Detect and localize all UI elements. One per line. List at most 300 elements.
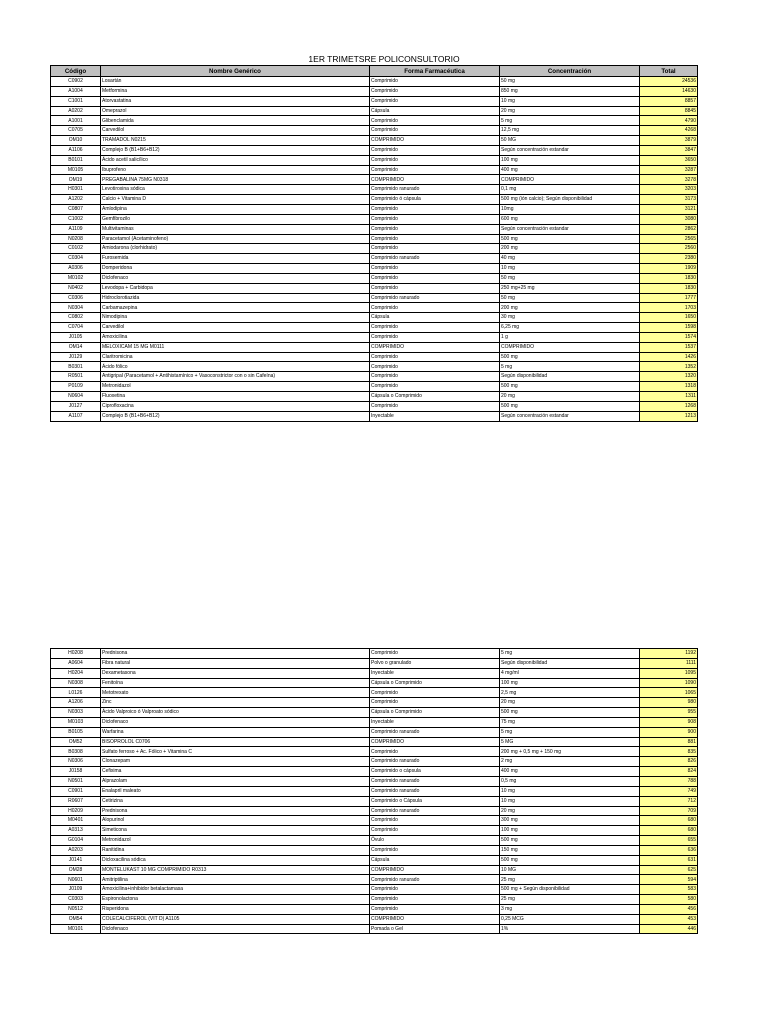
cell-total: 1650: [640, 313, 698, 323]
cell-forma-farmaceutica: Comprimido: [370, 885, 500, 895]
table-row: [51, 914, 698, 924]
cell-nombre-generico: MELOXICAM 15 MG M0111: [101, 342, 370, 352]
cell-nombre-generico: Gemfibrozilo: [101, 214, 370, 224]
cell-total: 1213: [640, 411, 698, 421]
cell-codigo: A1109: [51, 224, 101, 234]
cell-total: 636: [640, 845, 698, 855]
cell-nombre-generico: Paracetamol (Acetaminofeno): [101, 234, 370, 244]
cell-codigo: M0401: [51, 816, 101, 826]
cell-forma-farmaceutica: Comprimido: [370, 649, 500, 659]
medication-table-top: [50, 65, 698, 422]
cell-nombre-generico: Multivitaminas: [101, 224, 370, 234]
cell-concentracion: 20 mg: [500, 106, 640, 116]
cell-forma-farmaceutica: Comprimido: [370, 126, 500, 136]
cell-nombre-generico: Domperidona: [101, 264, 370, 274]
cell-total: 580: [640, 895, 698, 905]
table-row: [51, 273, 698, 283]
cell-forma-farmaceutica: Comprimido: [370, 352, 500, 362]
cell-forma-farmaceutica: Cápsula: [370, 855, 500, 865]
cell-total: 1095: [640, 668, 698, 678]
table-row: [51, 77, 698, 87]
cell-concentracion: 25 mg: [500, 875, 640, 885]
table-row: [51, 688, 698, 698]
cell-forma-farmaceutica: Comprimido: [370, 204, 500, 214]
cell-forma-farmaceutica: Comprimido: [370, 165, 500, 175]
cell-concentracion: 10 mg: [500, 786, 640, 796]
cell-codigo: A0604: [51, 658, 101, 668]
cell-nombre-generico: Amlodipina: [101, 204, 370, 214]
cell-total: 3080: [640, 214, 698, 224]
cell-nombre-generico: Losartán: [101, 77, 370, 87]
cell-concentracion: 500 mg: [500, 234, 640, 244]
table-row: [51, 165, 698, 175]
table-row: [51, 342, 698, 352]
cell-concentracion: 25 mg: [500, 895, 640, 905]
cell-forma-farmaceutica: Comprimido: [370, 86, 500, 96]
page-title: 1ER TRIMETSRE POLICONSULTORIO: [308, 54, 460, 64]
cell-forma-farmaceutica: Cápsula: [370, 106, 500, 116]
cell-codigo: N0604: [51, 392, 101, 402]
table-row: [51, 283, 698, 293]
cell-nombre-generico: Complejo B (B1+B6+B12): [101, 145, 370, 155]
cell-concentracion: 2,5 mg: [500, 688, 640, 698]
cell-nombre-generico: Fenitoína: [101, 678, 370, 688]
cell-concentracion: 500 mg: [500, 382, 640, 392]
cell-forma-farmaceutica: Comprimido: [370, 332, 500, 342]
cell-forma-farmaceutica: COMPRIMIDO: [370, 737, 500, 747]
cell-forma-farmaceutica: COMPRIMIDO: [370, 136, 500, 146]
table-row: [51, 332, 698, 342]
cell-codigo: C0304: [51, 254, 101, 264]
cell-total: 2380: [640, 254, 698, 264]
table-row: [51, 362, 698, 372]
cell-codigo: P0109: [51, 382, 101, 392]
cell-total: 14630: [640, 86, 698, 96]
cell-forma-farmaceutica: COMPRIMIDO: [370, 914, 500, 924]
table-row: [51, 352, 698, 362]
table-row: [51, 649, 698, 659]
cell-codigo: R0607: [51, 796, 101, 806]
cell-codigo: H0209: [51, 806, 101, 816]
cell-concentracion: 250 mg+25 mg: [500, 283, 640, 293]
cell-concentracion: 400 mg: [500, 165, 640, 175]
cell-nombre-generico: Ácido Valproico ó Valproato sódico: [101, 708, 370, 718]
cell-concentracion: 5 mg: [500, 649, 640, 659]
cell-total: 1311: [640, 392, 698, 402]
cell-forma-farmaceutica: Cápsula o Comprimido: [370, 678, 500, 688]
cell-codigo: C0303: [51, 895, 101, 905]
cell-concentracion: 50 mg: [500, 293, 640, 303]
cell-nombre-generico: BISOPROLOL C0706: [101, 737, 370, 747]
cell-concentracion: COMPRIMIDO: [500, 175, 640, 185]
cell-concentracion: 150 mg: [500, 845, 640, 855]
cell-forma-farmaceutica: Cápsula o Comprimido: [370, 708, 500, 718]
cell-codigo: C0102: [51, 244, 101, 254]
cell-nombre-generico: Alprazolam: [101, 776, 370, 786]
cell-nombre-generico: Ácido acetil salicílico: [101, 155, 370, 165]
cell-total: 955: [640, 708, 698, 718]
cell-concentracion: 0,25 MCG: [500, 914, 640, 924]
cell-codigo: A1004: [51, 86, 101, 96]
cell-nombre-generico: Cetirizina: [101, 796, 370, 806]
cell-concentracion: Según disponibilidad: [500, 372, 640, 382]
cell-codigo: C0901: [51, 786, 101, 796]
cell-concentracion: 1%: [500, 924, 640, 934]
cell-nombre-generico: Ranitidina: [101, 845, 370, 855]
cell-codigo: J0127: [51, 401, 101, 411]
cell-codigo: N0303: [51, 708, 101, 718]
cell-concentracion: 4 mg/ml: [500, 668, 640, 678]
table-row: [51, 845, 698, 855]
cell-nombre-generico: Simeticona: [101, 826, 370, 836]
cell-codigo: A0313: [51, 826, 101, 836]
cell-total: 1111: [640, 658, 698, 668]
cell-concentracion: 400 mg: [500, 767, 640, 777]
cell-concentracion: 100 mg: [500, 155, 640, 165]
table-row: [51, 244, 698, 254]
cell-nombre-generico: Carvedilol: [101, 126, 370, 136]
cell-codigo: A0203: [51, 845, 101, 855]
table-row: [51, 116, 698, 126]
cell-codigo: A0202: [51, 106, 101, 116]
cell-forma-farmaceutica: Comprimido ranurado: [370, 293, 500, 303]
table-row: [51, 126, 698, 136]
cell-codigo: N0304: [51, 303, 101, 313]
cell-concentracion: 2 mg: [500, 757, 640, 767]
cell-concentracion: 10 mg: [500, 796, 640, 806]
cell-nombre-generico: Carvedilol: [101, 323, 370, 333]
table-row: [51, 185, 698, 195]
cell-forma-farmaceutica: Cápsula o Comprimido: [370, 392, 500, 402]
cell-codigo: OM10: [51, 136, 101, 146]
cell-concentracion: 200 mg: [500, 244, 640, 254]
cell-nombre-generico: Metformina: [101, 86, 370, 96]
cell-concentracion: 6,25 mg: [500, 323, 640, 333]
cell-nombre-generico: Dicloxacilina sódica: [101, 855, 370, 865]
table-row: [51, 895, 698, 905]
cell-forma-farmaceutica: Comprimido: [370, 96, 500, 106]
cell-concentracion: 3 mg: [500, 904, 640, 914]
cell-codigo: N0402: [51, 283, 101, 293]
cell-forma-farmaceutica: Inyectable: [370, 717, 500, 727]
cell-forma-farmaceutica: Comprimido: [370, 77, 500, 87]
cell-forma-farmaceutica: Comprimido: [370, 116, 500, 126]
cell-codigo: B0101: [51, 155, 101, 165]
cell-forma-farmaceutica: Polvo o granulado: [370, 658, 500, 668]
cell-codigo: J0158: [51, 767, 101, 777]
cell-concentracion: 1 g: [500, 332, 640, 342]
cell-concentracion: 500 mg: [500, 708, 640, 718]
cell-total: 1598: [640, 323, 698, 333]
cell-codigo: A1001: [51, 116, 101, 126]
cell-nombre-generico: Clonazepam: [101, 757, 370, 767]
cell-forma-farmaceutica: COMPRIMIDO: [370, 342, 500, 352]
cell-total: 1830: [640, 273, 698, 283]
cell-total: 3879: [640, 136, 698, 146]
cell-nombre-generico: Calcio + Vitamina D: [101, 195, 370, 205]
cell-nombre-generico: Atorvastatina: [101, 96, 370, 106]
cell-total: 1320: [640, 372, 698, 382]
cell-concentracion: 5 mg: [500, 362, 640, 372]
table-row: [51, 865, 698, 875]
table-row: [51, 195, 698, 205]
cell-codigo: C0807: [51, 204, 101, 214]
cell-nombre-generico: Ciprofloxacina: [101, 401, 370, 411]
cell-total: 1065: [640, 688, 698, 698]
table-row: [51, 234, 698, 244]
cell-concentracion: 40 mg: [500, 254, 640, 264]
cell-codigo: N0501: [51, 776, 101, 786]
cell-concentracion: Según concentración estandar: [500, 411, 640, 421]
cell-nombre-generico: Metronidazol: [101, 836, 370, 846]
cell-total: 824: [640, 767, 698, 777]
cell-nombre-generico: Hidroclorotiazida: [101, 293, 370, 303]
cell-total: 881: [640, 737, 698, 747]
cell-nombre-generico: Furosemida: [101, 254, 370, 264]
table-row: [51, 264, 698, 274]
cell-forma-farmaceutica: Comprimido o Cápsula: [370, 796, 500, 806]
cell-nombre-generico: COLECALCIFEROL (VIT D) A1105: [101, 914, 370, 924]
cell-nombre-generico: Warfarina: [101, 727, 370, 737]
table-row: [51, 411, 698, 421]
cell-total: 1830: [640, 283, 698, 293]
table-row: [51, 145, 698, 155]
table-row: [51, 747, 698, 757]
cell-concentracion: 20 mg: [500, 806, 640, 816]
cell-forma-farmaceutica: COMPRIMIDO: [370, 175, 500, 185]
cell-codigo: OM28: [51, 865, 101, 875]
header-forma-farmaceutica: Forma Farmacéutica: [370, 66, 500, 77]
cell-codigo: OM52: [51, 737, 101, 747]
cell-codigo: OM19: [51, 175, 101, 185]
cell-concentracion: 500 mg: [500, 855, 640, 865]
cell-forma-farmaceutica: COMPRIMIDO: [370, 865, 500, 875]
cell-total: 712: [640, 796, 698, 806]
cell-total: 1703: [640, 303, 698, 313]
cell-forma-farmaceutica: Cápsula: [370, 313, 500, 323]
cell-concentracion: 50 mg: [500, 273, 640, 283]
cell-nombre-generico: Antigripal (Paracetamol + Antihistamínico + Vasoconstrictor con o sin Cafeína): [101, 372, 370, 382]
table-row: [51, 401, 698, 411]
cell-codigo: H0208: [51, 649, 101, 659]
cell-nombre-generico: Levodopa + Carbidopa: [101, 283, 370, 293]
cell-total: 2560: [640, 244, 698, 254]
cell-nombre-generico: Sulfato ferroso + Ac. Fólico + Vitamina C: [101, 747, 370, 757]
cell-codigo: N0306: [51, 757, 101, 767]
cell-codigo: B0308: [51, 747, 101, 757]
table-row: [51, 224, 698, 234]
cell-nombre-generico: Complejo B (B1+B6+B12): [101, 411, 370, 421]
cell-codigo: N0308: [51, 678, 101, 688]
cell-total: 8857: [640, 96, 698, 106]
cell-nombre-generico: Espironolactona: [101, 895, 370, 905]
cell-nombre-generico: Nimodipina: [101, 313, 370, 323]
table-row: [51, 737, 698, 747]
cell-forma-farmaceutica: Inyectable: [370, 411, 500, 421]
cell-total: 709: [640, 806, 698, 816]
cell-forma-farmaceutica: Comprimido: [370, 401, 500, 411]
cell-total: 3287: [640, 165, 698, 175]
cell-total: 453: [640, 914, 698, 924]
cell-nombre-generico: Diclofenaco: [101, 924, 370, 934]
cell-forma-farmaceutica: Comprimido: [370, 904, 500, 914]
cell-concentracion: COMPRIMIDO: [500, 342, 640, 352]
cell-total: 1777: [640, 293, 698, 303]
cell-forma-farmaceutica: Comprimido: [370, 145, 500, 155]
cell-forma-farmaceutica: Comprimido: [370, 816, 500, 826]
cell-nombre-generico: Carbamazepina: [101, 303, 370, 313]
cell-codigo: M0105: [51, 165, 101, 175]
cell-total: 1426: [640, 352, 698, 362]
cell-concentracion: 12,5 mg: [500, 126, 640, 136]
cell-nombre-generico: Metronidazol: [101, 382, 370, 392]
cell-total: 594: [640, 875, 698, 885]
cell-total: 749: [640, 786, 698, 796]
table-row: [51, 904, 698, 914]
cell-codigo: M0101: [51, 924, 101, 934]
table-row: [51, 86, 698, 96]
table-row: [51, 382, 698, 392]
cell-nombre-generico: Amitriptilina: [101, 875, 370, 885]
cell-total: 631: [640, 855, 698, 865]
cell-concentracion: 0,1 mg: [500, 185, 640, 195]
cell-codigo: R0501: [51, 372, 101, 382]
cell-total: 826: [640, 757, 698, 767]
cell-concentracion: 200 mg: [500, 303, 640, 313]
cell-nombre-generico: Prednisona: [101, 649, 370, 659]
cell-forma-farmaceutica: Comprimido: [370, 895, 500, 905]
header-nombre-generico: Nombre Genérico: [101, 66, 370, 77]
header-codigo: Código: [51, 66, 101, 77]
cell-concentracion: 20 mg: [500, 392, 640, 402]
cell-codigo: B0301: [51, 362, 101, 372]
cell-concentracion: 20 mg: [500, 698, 640, 708]
cell-total: 680: [640, 826, 698, 836]
cell-forma-farmaceutica: Comprimido: [370, 244, 500, 254]
table-row: [51, 786, 698, 796]
cell-nombre-generico: Zinc: [101, 698, 370, 708]
cell-concentracion: 500 mg: [500, 836, 640, 846]
cell-nombre-generico: Enalapril maleato: [101, 786, 370, 796]
table-row: [51, 323, 698, 333]
cell-concentracion: 0,5 mg: [500, 776, 640, 786]
table-row: [51, 96, 698, 106]
header-concentracion: Concentración: [500, 66, 640, 77]
cell-forma-farmaceutica: Comprimido o cápsula: [370, 767, 500, 777]
cell-forma-farmaceutica: Comprimido: [370, 688, 500, 698]
cell-concentracion: 100 mg: [500, 678, 640, 688]
cell-forma-farmaceutica: Comprimido: [370, 303, 500, 313]
cell-total: 835: [640, 747, 698, 757]
cell-forma-farmaceutica: Comprimido: [370, 224, 500, 234]
cell-total: 2862: [640, 224, 698, 234]
table-row: [51, 204, 698, 214]
table-row: [51, 826, 698, 836]
cell-forma-farmaceutica: Comprimido ranurado: [370, 757, 500, 767]
table-row: [51, 708, 698, 718]
cell-total: 980: [640, 698, 698, 708]
cell-total: 655: [640, 836, 698, 846]
cell-nombre-generico: Amoxicilina: [101, 332, 370, 342]
cell-forma-farmaceutica: Comprimido: [370, 382, 500, 392]
table-row: [51, 106, 698, 116]
cell-forma-farmaceutica: Pomada o Gel: [370, 924, 500, 934]
cell-concentracion: 600 mg: [500, 214, 640, 224]
cell-codigo: N0208: [51, 234, 101, 244]
cell-codigo: J0105: [51, 332, 101, 342]
cell-codigo: C0306: [51, 293, 101, 303]
cell-concentracion: 75 mg: [500, 717, 640, 727]
cell-total: 24536: [640, 77, 698, 87]
cell-forma-farmaceutica: Comprimido: [370, 362, 500, 372]
cell-concentracion: 10 MG: [500, 865, 640, 875]
cell-nombre-generico: MONTELUKAST 10 MG COMPRIMIDO R0313: [101, 865, 370, 875]
table-row: [51, 776, 698, 786]
cell-total: 4268: [640, 126, 698, 136]
cell-codigo: N0601: [51, 875, 101, 885]
cell-total: 3203: [640, 185, 698, 195]
cell-concentracion: 5 mg: [500, 116, 640, 126]
medication-table-bottom: [50, 648, 698, 934]
cell-total: 1574: [640, 332, 698, 342]
cell-concentracion: Según concentración estandar: [500, 224, 640, 234]
cell-nombre-generico: Risperidona: [101, 904, 370, 914]
cell-total: 3173: [640, 195, 698, 205]
cell-codigo: J0109: [51, 885, 101, 895]
cell-forma-farmaceutica: Comprimido ranurado: [370, 875, 500, 885]
cell-forma-farmaceutica: Comprimido: [370, 273, 500, 283]
cell-forma-farmaceutica: Comprimido ranurado: [370, 806, 500, 816]
cell-nombre-generico: Amiodarona (clorhidrato): [101, 244, 370, 254]
table-row: [51, 303, 698, 313]
cell-forma-farmaceutica: Comprimido: [370, 747, 500, 757]
cell-nombre-generico: Diclofenaco: [101, 273, 370, 283]
cell-concentracion: 100 mg: [500, 826, 640, 836]
cell-codigo: A1202: [51, 195, 101, 205]
cell-total: 1090: [640, 678, 698, 688]
table-row: [51, 136, 698, 146]
cell-total: 446: [640, 924, 698, 934]
cell-total: 3847: [640, 145, 698, 155]
cell-concentracion: 500 mg: [500, 352, 640, 362]
cell-total: 1318: [640, 382, 698, 392]
cell-codigo: N0512: [51, 904, 101, 914]
table-row: [51, 767, 698, 777]
cell-concentracion: Según concentración estandar: [500, 145, 640, 155]
cell-concentracion: 500 mg (ión calcio); Según disponibilidad: [500, 195, 640, 205]
table-row: [51, 885, 698, 895]
table-row: [51, 727, 698, 737]
cell-codigo: C0704: [51, 323, 101, 333]
cell-nombre-generico: Dexametasona: [101, 668, 370, 678]
cell-nombre-generico: Claritromicina: [101, 352, 370, 362]
cell-codigo: C1002: [51, 214, 101, 224]
header-total: Total: [640, 66, 698, 77]
cell-codigo: A1107: [51, 411, 101, 421]
cell-concentracion: 300 mg: [500, 816, 640, 826]
cell-codigo: C0705: [51, 126, 101, 136]
table-row: [51, 816, 698, 826]
cell-total: 3121: [640, 204, 698, 214]
cell-total: 1909: [640, 264, 698, 274]
cell-codigo: J0141: [51, 855, 101, 865]
cell-forma-farmaceutica: Óvulo: [370, 836, 500, 846]
cell-concentracion: 30 mg: [500, 313, 640, 323]
table-row: [51, 875, 698, 885]
cell-total: 8845: [640, 106, 698, 116]
cell-concentracion: 10 mg: [500, 96, 640, 106]
table-row: [51, 757, 698, 767]
